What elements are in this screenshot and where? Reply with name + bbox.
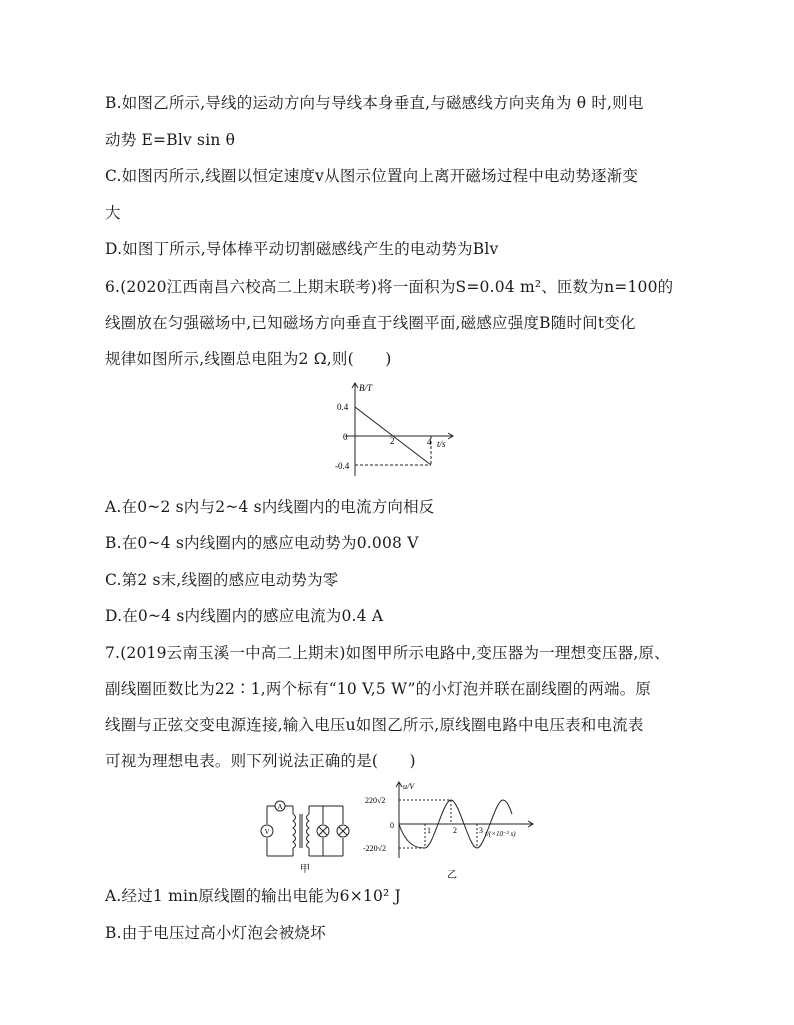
wave-y-top: 220√2 <box>365 796 386 805</box>
wave-tick-3: 3 <box>479 826 483 835</box>
wave-y-label: u/V <box>403 782 415 791</box>
option-c-line2: 大 <box>105 204 121 222</box>
q6-line3: 规律如图所示,线圈总电阻为2 Ω,则( ) <box>105 350 392 368</box>
graph-x-label: t/s <box>437 439 446 449</box>
q7-line2: 副线圈匝数比为22∶1,两个标有“10 V,5 W”的小灯泡并联在副线圈的两端。原 <box>105 680 652 698</box>
option-b-line2: 动势 E=Blv sin θ <box>105 131 236 149</box>
q6-option-b: B.在0~4 s内线圈内的感应电动势为0.008 V <box>105 534 419 552</box>
graph-tick-4: 4 <box>427 437 432 447</box>
wave-y-bottom: -220√2 <box>363 844 387 853</box>
secondary-coil-icon <box>307 814 310 848</box>
option-d-line: D.如图丁所示,导体棒平动切割磁感线产生的电动势为Blv <box>105 240 499 258</box>
q7-line1: 7.(2019云南玉溪一中高二上期末)如图甲所示电路中,变压器为一理想变压器,原、 <box>105 644 670 662</box>
q6-line2: 线圈放在匀强磁场中,已知磁场方向垂直于线圈平面,磁感应强度B随时间t变化 <box>105 314 636 332</box>
primary-coil-icon <box>293 814 296 848</box>
q6-option-d: D.在0~4 s内线圈内的感应电流为0.4 A <box>105 607 384 625</box>
graph-y-label: B/T <box>359 383 373 393</box>
q7-option-a: A.经过1 min原线圈的输出电能为6×10² J <box>105 887 401 905</box>
q6-line1: 6.(2020江西南昌六校高二上期末联考)将一面积为S=0.04 m²、匝数为n=100的 <box>105 278 674 296</box>
option-c-line1: C.如图丙所示,线圈以恒定速度v从图示位置向上离开磁场过程中电动势逐渐变 <box>105 167 639 185</box>
q7-option-b: B.由于电压过高小灯泡会被烧坏 <box>105 924 326 942</box>
wave-tick-2: 2 <box>453 826 457 835</box>
lamp-2-icon <box>337 825 349 837</box>
q7-line3: 线圈与正弦交变电源连接,输入电压u如图乙所示,原线圈电路中电压表和电流表 <box>105 716 644 734</box>
wave-tick-1: 1 <box>427 826 431 835</box>
waveform-figure <box>363 780 541 882</box>
wave-origin: 0 <box>390 821 394 830</box>
graph-tick-m04: -0.4 <box>335 461 350 471</box>
option-b-line1: B.如图乙所示,导线的运动方向与导线本身垂直,与磁感线方向夹角为 θ 时,则电 <box>105 94 644 112</box>
wave-x-label: t/(×10⁻² s) <box>485 830 516 838</box>
b-t-graph <box>335 380 470 480</box>
lamp-1-icon <box>317 825 329 837</box>
circuit-caption: 甲 <box>300 864 310 875</box>
wave-caption: 乙 <box>447 870 457 881</box>
graph-tick-2: 2 <box>390 436 395 446</box>
graph-origin: 0 <box>343 432 348 442</box>
ammeter-label: A <box>277 803 283 811</box>
q6-option-a: A.在0~2 s内与2~4 s内线圈内的电流方向相反 <box>105 498 435 516</box>
voltmeter-label: V <box>264 828 270 836</box>
graph-tick-04: 0.4 <box>337 402 349 412</box>
circuit-figure <box>255 800 355 878</box>
q6-option-c: C.第2 s末,线圈的感应电动势为零 <box>105 571 339 589</box>
q7-line4: 可视为理想电表。则下列说法正确的是( ) <box>105 752 416 770</box>
